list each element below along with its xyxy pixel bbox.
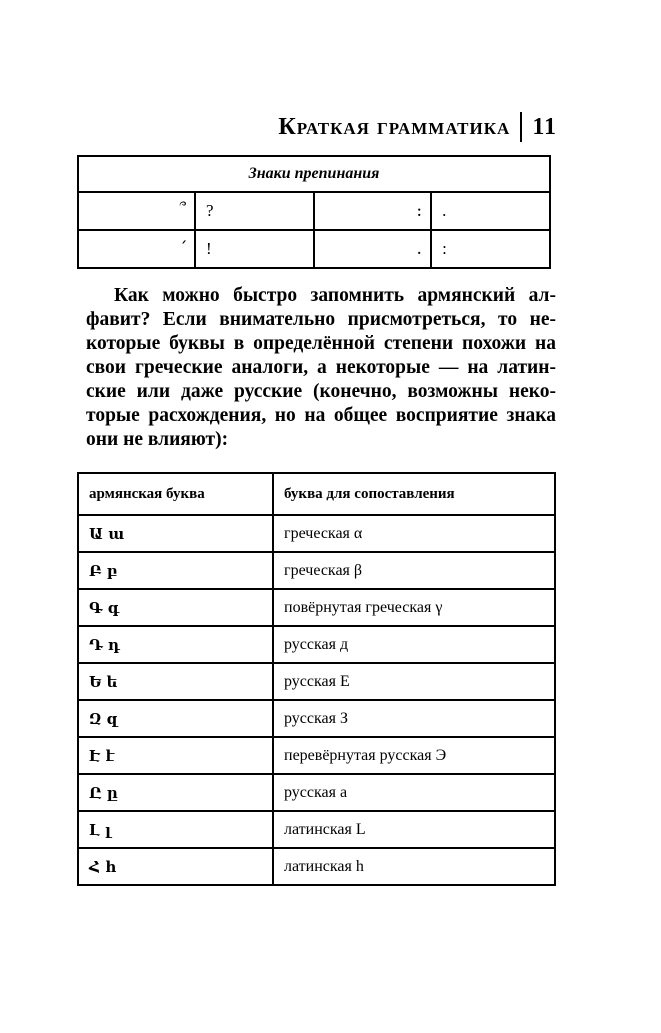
armenian-letter: Բ բ <box>78 552 273 589</box>
armenian-letter: Հ հ <box>78 848 273 885</box>
armenian-letter: Ա ա <box>78 515 273 552</box>
paragraph-line: свои греческие аналоги, а некоторые — на латин- <box>86 357 556 378</box>
comparison-letter: латинская L <box>273 811 555 848</box>
armenian-mark: ՛ <box>78 230 195 268</box>
table-row <box>78 626 555 663</box>
comparison-letter: греческая β <box>273 552 555 589</box>
equivalent-mark: ! <box>195 230 314 268</box>
comparison-letter: перевёрнутая русская Э <box>273 737 555 774</box>
comparison-letter: русская д <box>273 626 555 663</box>
comparison-letter: русская а <box>273 774 555 811</box>
punctuation-table-title: Знаки препинания <box>78 156 550 192</box>
equivalent-mark: ? <box>195 192 314 230</box>
table-row <box>78 811 555 848</box>
table-row <box>78 515 555 552</box>
table-header-row <box>78 473 555 515</box>
page-number: 11 <box>532 113 557 140</box>
table-row <box>78 737 555 774</box>
table-row <box>78 552 555 589</box>
comparison-letter: русская Е <box>273 663 555 700</box>
table-row <box>78 663 555 700</box>
column-header: армянская буква <box>78 473 273 515</box>
paragraph-line: которые буквы в определённой степени похожи на <box>86 333 556 354</box>
comparison-letter: повёрнутая греческая γ <box>273 589 555 626</box>
running-header <box>278 112 557 142</box>
paragraph-line: торые расхождения, но на общее восприятие знака <box>86 405 556 426</box>
armenian-letter: Զ զ <box>78 700 273 737</box>
armenian-letter: Գ գ <box>78 589 273 626</box>
table-row <box>78 848 555 885</box>
paragraph-line: фавит? Если внимательно присмотреться, то не- <box>86 309 556 330</box>
body-paragraph <box>86 284 556 452</box>
paragraph-line: они не влияют): <box>86 429 229 450</box>
table-row <box>78 230 550 268</box>
armenian-letter: Դ դ <box>78 626 273 663</box>
table-row <box>78 589 555 626</box>
table-row <box>78 192 550 230</box>
comparison-letter: русская З <box>273 700 555 737</box>
equivalent-mark: : <box>431 230 550 268</box>
armenian-mark: ․ <box>314 230 431 268</box>
armenian-letter: Ը ը <box>78 774 273 811</box>
armenian-letter: Է է <box>78 737 273 774</box>
header-divider <box>520 112 522 142</box>
armenian-letter: Ե ե <box>78 663 273 700</box>
paragraph-line: Как можно быстро запомнить армянский ал- <box>114 285 556 306</box>
table-row <box>78 700 555 737</box>
armenian-letter: Լ լ <box>78 811 273 848</box>
armenian-mark: ՞ <box>78 192 195 230</box>
comparison-letter: латинская h <box>273 848 555 885</box>
letters-comparison-table <box>77 472 556 886</box>
column-header: буква для сопоставления <box>273 473 555 515</box>
table-row <box>78 774 555 811</box>
armenian-mark: ։ <box>314 192 431 230</box>
paragraph-line: ские или даже русские (конечно, возможны неко- <box>86 381 556 402</box>
punctuation-table <box>77 155 551 269</box>
equivalent-mark: . <box>431 192 550 230</box>
header-title: Краткая грамматика <box>278 113 511 140</box>
comparison-letter: греческая α <box>273 515 555 552</box>
